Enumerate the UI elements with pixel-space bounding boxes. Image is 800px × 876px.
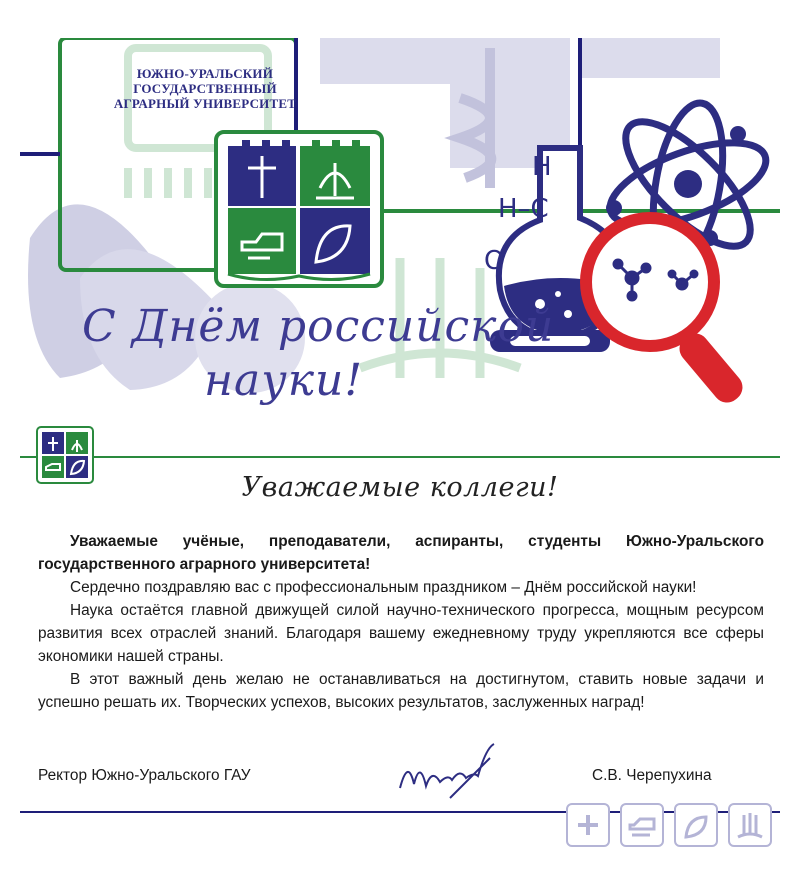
chem-label-h-top: H xyxy=(532,152,552,182)
letter-paragraph-1: Уважаемые учёные, преподаватели, аспиранты, студенты Южно-Уральского государственного аграрного университета! xyxy=(38,533,764,573)
green-separator-line xyxy=(20,456,780,458)
university-name xyxy=(100,66,310,111)
letter-paragraph-3: Наука остаётся главной движущей силой научно-технического прогресса, мощным ресурсом развития всех отраслей знаний. Благодаря вашему ежедневному труду укрепляются все сферы экономики нашей страны. xyxy=(38,602,764,665)
letter-body xyxy=(38,530,764,714)
chem-label-h-c: H–C xyxy=(498,194,549,224)
letter-paragraph-2: Сердечно поздравляю вас с профессиональным праздником – Днём российской науки! xyxy=(70,579,697,596)
footer-harvester-icon xyxy=(620,803,664,847)
handwritten-signature xyxy=(390,738,510,808)
university-name-line-2: ГОСУДАРСТВЕННЫЙ xyxy=(133,81,277,96)
salutation-heading: Уважаемые коллеги! xyxy=(241,472,559,503)
footer-wheat-icon xyxy=(728,803,772,847)
bottom-divider-line xyxy=(20,811,780,813)
greeting-title-line-1: С Днём российской xyxy=(82,301,555,352)
university-name-line-3: АГРАРНЫЙ УНИВЕРСИТЕТ xyxy=(113,96,297,111)
chem-label-o: O xyxy=(484,246,505,276)
header-banner xyxy=(20,38,780,420)
letter-paragraph-4: В этот важный день желаю не останавливаться на достигнутом, ставить новые задачи и успешно решать их. Творческих успехов, высоких результатов, заслуженных наград! xyxy=(38,671,764,711)
university-crest-logo xyxy=(216,132,382,286)
footer-plant-gear-icon xyxy=(674,803,718,847)
signer-title: Ректор Южно-Уральского ГАУ xyxy=(38,767,251,784)
university-name-line-1: ЮЖНО-УРАЛЬСКИЙ xyxy=(136,66,274,81)
signer-name: С.В. Черепухина xyxy=(592,767,712,784)
greeting-title-line-2: науки! xyxy=(204,355,364,406)
footer-medicine-icon xyxy=(566,803,610,847)
